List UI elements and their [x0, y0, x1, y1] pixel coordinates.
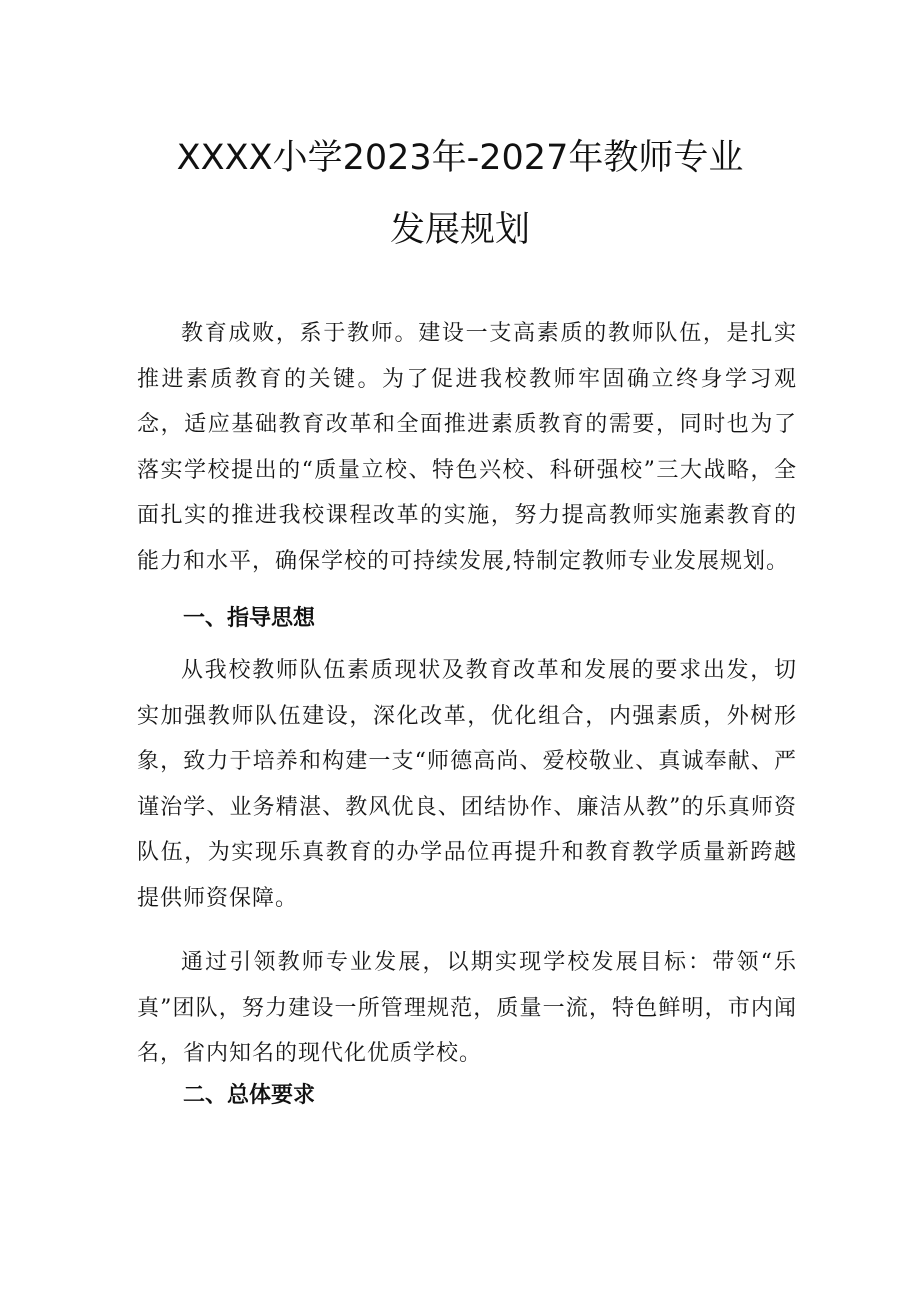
document-title-line-2: 发展规划: [389, 210, 530, 250]
section1-paragraph-1: 从我校教师队伍素质现状及教育改革和发展的要求出发，切实加强教师队伍建设，深化改革，优化组合，内强素质，外树形象，致力于培养和构建一支“师德高尚、爱校敬业、真诚奉献、严谨治学、业务精湛、教风优良、团结协作、廉洁从教”的乐真师资队伍，为实现乐真教育的办学品位再提升和教育教学质量新跨越提供师资保障。: [137, 658, 797, 911]
section1-paragraph-2-block: [137, 940, 797, 1077]
section1-paragraph-2: 通过引领教师专业发展，以期实现学校发展目标：带领“乐真”团队，努力建设一所管理规范，质量一流，特色鲜明，市内闻名，省内知名的现代化优质学校。: [137, 950, 797, 1066]
document-title-line-1: XXXX小学2023年-2027年教师专业: [176, 138, 744, 178]
intro-paragraph-block: [137, 311, 797, 584]
section1-paragraph-1-block: [137, 648, 797, 921]
intro-paragraph: 教育成败，系于教师。建设一支高素质的教师队伍，是扎实推进素质教育的关键。为了促进我校教师牢固确立终身学习观念，适应基础教育改革和全面推进素质教育的需要，同时也为了落实学校提出的“质量立校、特色兴校、科研强校”三大战略，全面扎实的推进我校课程改革的实施，努力提高教师实施素教育的能力和水平，确保学校的可持续发展,特制定教师专业发展规划。: [137, 321, 797, 574]
section-heading-guiding-ideology: 一、指导思想: [183, 606, 316, 631]
section-heading-overall-requirements: 二、总体要求: [183, 1083, 316, 1108]
